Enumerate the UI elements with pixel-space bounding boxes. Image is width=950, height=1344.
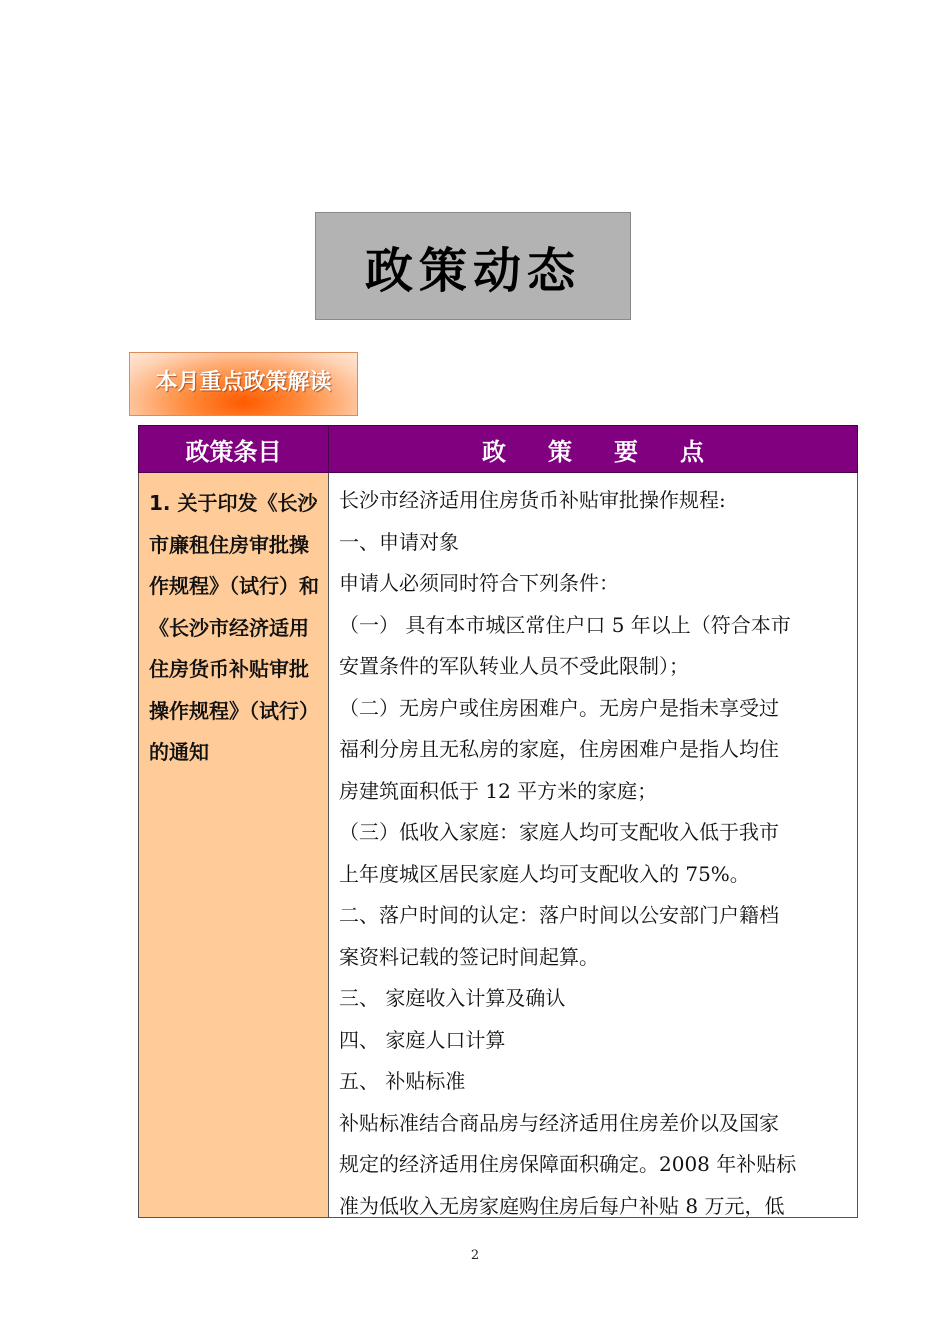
policy-point-line: 三、 家庭收入计算及确认 <box>339 986 566 1010</box>
policy-point-line: （一） 具有本市城区常住户口 5 年以上（符合本市 <box>339 612 791 637</box>
policy-point-line: 福利分房且无私房的家庭，住房困难户是指人均住 <box>339 737 779 761</box>
section-tag <box>129 352 358 416</box>
table-row <box>139 473 858 1218</box>
policy-point-line: 规定的经济适用住房保障面积确定。2008 年补贴标 <box>339 1152 797 1176</box>
policy-point-line: 申请人必须同时符合下列条件： <box>339 571 619 595</box>
policy-table <box>138 425 858 1218</box>
header-policy-points: 政策要点 <box>329 426 858 473</box>
policy-point-line: （二）无房户或住房困难户。无房户是指未享受过 <box>339 695 779 720</box>
policy-point-line: （三）低收入家庭：家庭人均可支配收入低于我市 <box>339 820 779 844</box>
policy-point-line: 案资料记载的签记时间起算。 <box>339 944 599 969</box>
policy-item-text: 1. 关于印发《长沙市廉租住房审批操作规程》（试行）和《长沙市经济适用住房货币补贴审批操作规程》（试行）的通知 <box>149 491 319 764</box>
policy-points-cell <box>329 473 858 1218</box>
policy-point-line: 准为低收入无房家庭购住房后每户补贴 8 万元，低 <box>339 1193 785 1217</box>
policy-point-line: 一、申请对象 <box>339 529 459 554</box>
header-policy-item: 政策条目 <box>139 426 329 473</box>
section-tag-label: 本月重点政策解读 <box>155 370 332 395</box>
policy-item-cell <box>139 473 329 1218</box>
policy-point-line: 四、 家庭人口计算 <box>339 1027 506 1052</box>
policy-point-line: 上年度城区居民家庭人均可支配收入的 75%。 <box>339 861 750 886</box>
policy-point-line: 长沙市经济适用住房货币补贴审批操作规程: <box>339 488 726 512</box>
policy-point-line: 安置条件的军队转业人员不受此限制）； <box>339 654 689 678</box>
page-number: 2 <box>470 1248 480 1263</box>
page-title: 政策动态 <box>364 242 581 299</box>
policy-point-line: 二、落户时间的认定：落户时间以公安部门户籍档 <box>339 903 779 927</box>
page-title-box <box>315 212 631 320</box>
policy-point-line: 补贴标准结合商品房与经济适用住房差价以及国家 <box>339 1110 779 1135</box>
table-header-row <box>139 426 858 473</box>
policy-point-line: 五、 补贴标准 <box>339 1069 466 1093</box>
policy-points-list <box>329 473 857 1217</box>
policy-point-line: 房建筑面积低于 12 平方米的家庭； <box>339 778 658 803</box>
